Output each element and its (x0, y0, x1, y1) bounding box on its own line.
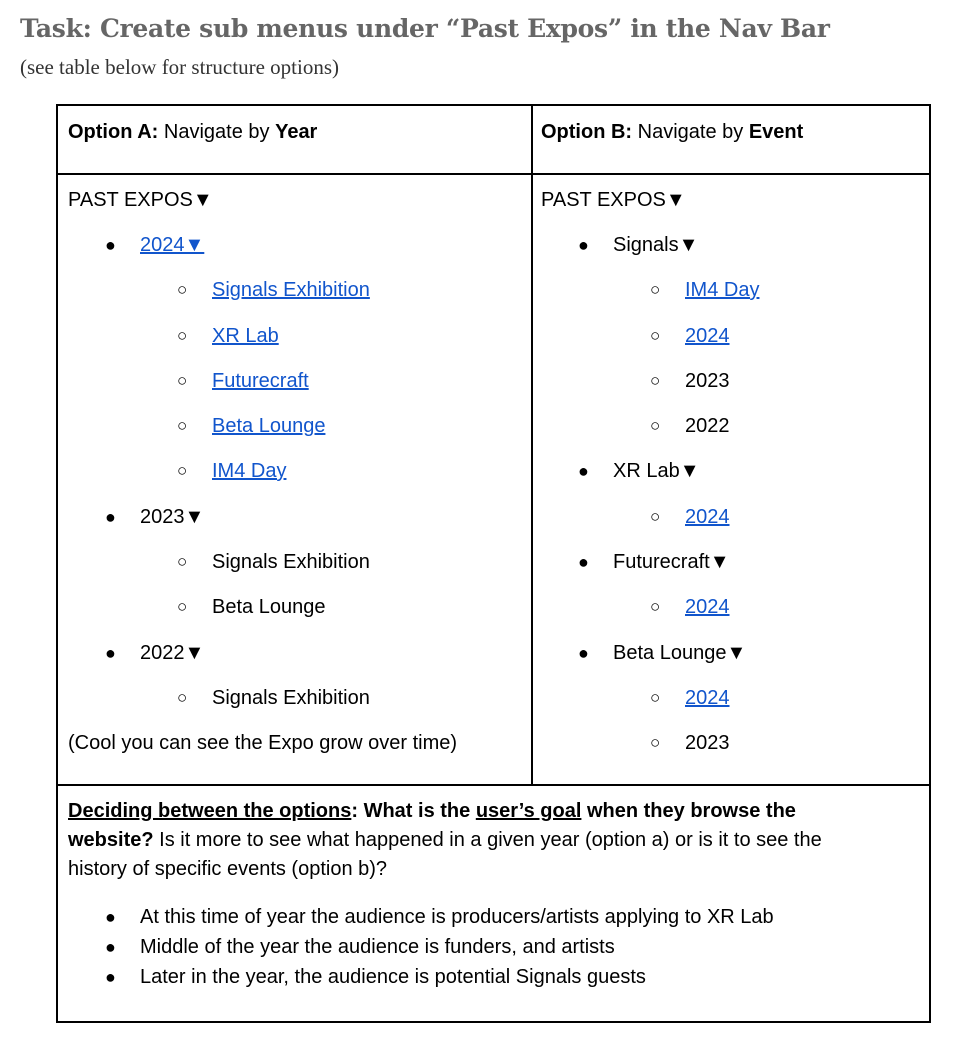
circle-bullet-icon: ○ (177, 461, 188, 480)
bullet-icon: ● (578, 235, 589, 255)
option-a-label: Option A: (68, 121, 159, 143)
year-2024-menu[interactable]: 2024▼ (140, 234, 205, 256)
circle-bullet-icon: ○ (650, 416, 661, 435)
option-b-header (541, 120, 803, 144)
year-2023-menu: 2023▼ (140, 506, 205, 528)
circle-bullet-icon: ○ (177, 326, 188, 345)
bullet-icon: ● (105, 907, 116, 927)
circle-bullet-icon: ○ (177, 371, 188, 390)
circle-bullet-icon: ○ (177, 597, 188, 616)
event-futurecraft-item[interactable]: 2024 (685, 596, 730, 618)
audience-bullet: Later in the year, the audience is potential Signals guests (140, 966, 646, 988)
event-signals-menu: Signals▼ (613, 234, 699, 256)
decision-q3: website? (68, 829, 154, 851)
decision-q2: when they browse the (581, 800, 796, 822)
event-betalounge-menu: Beta Lounge▼ (613, 642, 747, 664)
year-2024-item[interactable]: Signals Exhibition (212, 279, 370, 301)
option-a-mid: Navigate by (158, 121, 276, 143)
bullet-icon: ● (105, 967, 116, 987)
bullet-icon: ● (578, 461, 589, 481)
option-b-root[interactable]: PAST EXPOS▼ (541, 189, 686, 211)
audience-bullet: At this time of year the audience is producers/artists applying to XR Lab (140, 906, 774, 928)
decision-q1: : What is the (351, 800, 476, 822)
circle-bullet-icon: ○ (650, 371, 661, 390)
option-b-label: Option B: (541, 121, 633, 143)
circle-bullet-icon: ○ (650, 507, 661, 526)
decision-goal: user’s goal (475, 800, 582, 822)
year-2024-item[interactable]: Futurecraft (212, 370, 309, 392)
decision-question-line1 (68, 799, 796, 823)
decision-question-line3: history of specific events (option b)? (68, 858, 388, 880)
circle-bullet-icon: ○ (177, 280, 188, 299)
event-signals-item: 2022 (685, 415, 730, 437)
decision-rest1: Is it more to see what happened in a given year (option a) or is it to see the (153, 829, 822, 851)
circle-bullet-icon: ○ (177, 416, 188, 435)
option-a-root[interactable]: PAST EXPOS▼ (68, 189, 213, 211)
year-2024-item[interactable]: XR Lab (212, 325, 279, 347)
option-a-header (68, 120, 317, 144)
event-betalounge-item[interactable]: 2024 (685, 687, 730, 709)
decision-lead: Deciding between the options (68, 800, 352, 822)
year-2023-item: Signals Exhibition (212, 551, 370, 573)
circle-bullet-icon: ○ (177, 688, 188, 707)
circle-bullet-icon: ○ (650, 688, 661, 707)
footer-divider (58, 784, 929, 786)
audience-bullet: Middle of the year the audience is funders, and artists (140, 936, 615, 958)
bullet-icon: ● (578, 552, 589, 572)
year-2022-item: Signals Exhibition (212, 687, 370, 709)
event-xrlab-item[interactable]: 2024 (685, 506, 730, 528)
bullet-icon: ● (105, 937, 116, 957)
option-b-key: Event (748, 121, 804, 143)
event-signals-item[interactable]: 2024 (685, 325, 730, 347)
bullet-icon: ● (578, 643, 589, 663)
circle-bullet-icon: ○ (650, 280, 661, 299)
event-futurecraft-menu: Futurecraft▼ (613, 551, 730, 573)
column-divider (531, 106, 533, 785)
event-signals-item: 2023 (685, 370, 730, 392)
event-signals-item[interactable]: IM4 Day (685, 279, 760, 301)
page-title: Task: Create sub menus under “Past Expos” in the Nav Bar (20, 14, 830, 43)
circle-bullet-icon: ○ (650, 326, 661, 345)
page-subtitle: (see table below for structure options) (20, 55, 339, 79)
circle-bullet-icon: ○ (177, 552, 188, 571)
event-xrlab-menu: XR Lab▼ (613, 460, 700, 482)
circle-bullet-icon: ○ (650, 733, 661, 752)
event-betalounge-item: 2023 (685, 732, 730, 754)
bullet-icon: ● (105, 235, 116, 255)
option-a-key: Year (275, 121, 318, 143)
option-b-mid: Navigate by (632, 121, 749, 143)
year-2024-item[interactable]: Beta Lounge (212, 415, 326, 437)
year-2023-item: Beta Lounge (212, 596, 326, 618)
year-2024-item[interactable]: IM4 Day (212, 460, 287, 482)
decision-question-line2 (68, 828, 822, 852)
bullet-icon: ● (105, 643, 116, 663)
bullet-icon: ● (105, 507, 116, 527)
option-a-note: (Cool you can see the Expo grow over time) (68, 732, 458, 754)
year-2022-menu: 2022▼ (140, 642, 205, 664)
header-divider (58, 173, 929, 175)
circle-bullet-icon: ○ (650, 597, 661, 616)
options-table (56, 104, 931, 1023)
